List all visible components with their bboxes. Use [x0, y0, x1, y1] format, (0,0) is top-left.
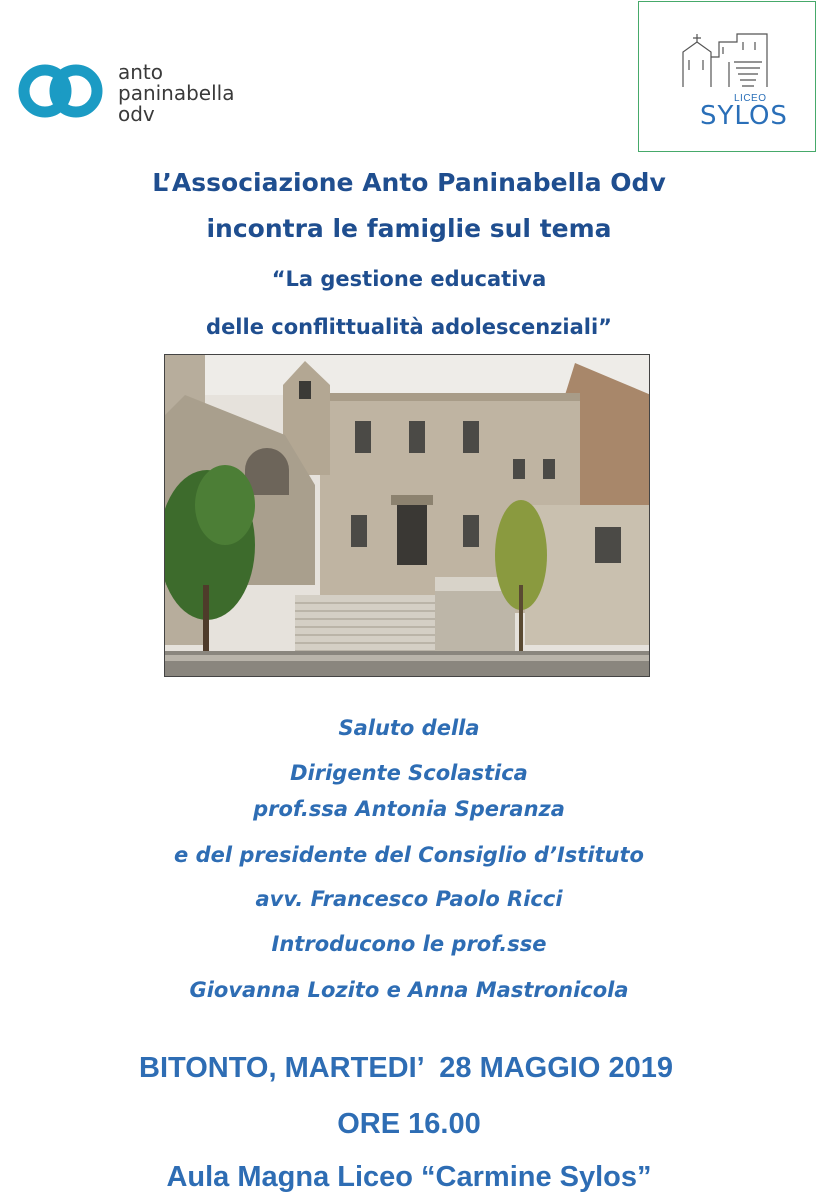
association-logo: [18, 52, 268, 132]
program-line-3: prof.ssa Antonia Speranza: [253, 797, 565, 821]
subtitle-line-2: delle conflittualità adolescenziali”: [206, 315, 612, 339]
school-building-photo: [164, 354, 650, 677]
logo-line-paninabella: paninabella: [118, 81, 235, 105]
interlocked-rings-icon: [18, 52, 110, 132]
logo-line-anto: anto: [118, 60, 164, 84]
school-logo-liceo: LICEO: [734, 93, 767, 104]
association-logo-text: [118, 62, 234, 125]
event-venue: Aula Magna Liceo “Carmine Sylos”: [166, 1161, 652, 1193]
program-line-6: Introducono le prof.sse: [271, 932, 547, 956]
program-line-5: avv. Francesco Paolo Ricci: [255, 887, 563, 911]
program-line-1: Saluto della: [338, 716, 480, 740]
school-logo-sylos: SYLOS: [700, 101, 788, 131]
subtitle-line-1: “La gestione educativa: [271, 267, 547, 291]
event-date: BITONTO, MARTEDI’ 28 MAGGIO 2019: [139, 1052, 673, 1084]
program-line-7: Giovanna Lozito e Anna Mastronicola: [189, 978, 629, 1002]
event-time: ORE 16.00: [337, 1108, 481, 1140]
heading-line-1: L’Associazione Anto Paninabella Odv: [152, 168, 666, 197]
program-line-2: Dirigente Scolastica: [290, 761, 528, 785]
logo-line-odv: odv: [118, 102, 155, 126]
program-line-4: e del presidente del Consiglio d’Istituto: [174, 843, 644, 867]
heading-line-2: incontra le famiglie sul tema: [206, 214, 612, 243]
